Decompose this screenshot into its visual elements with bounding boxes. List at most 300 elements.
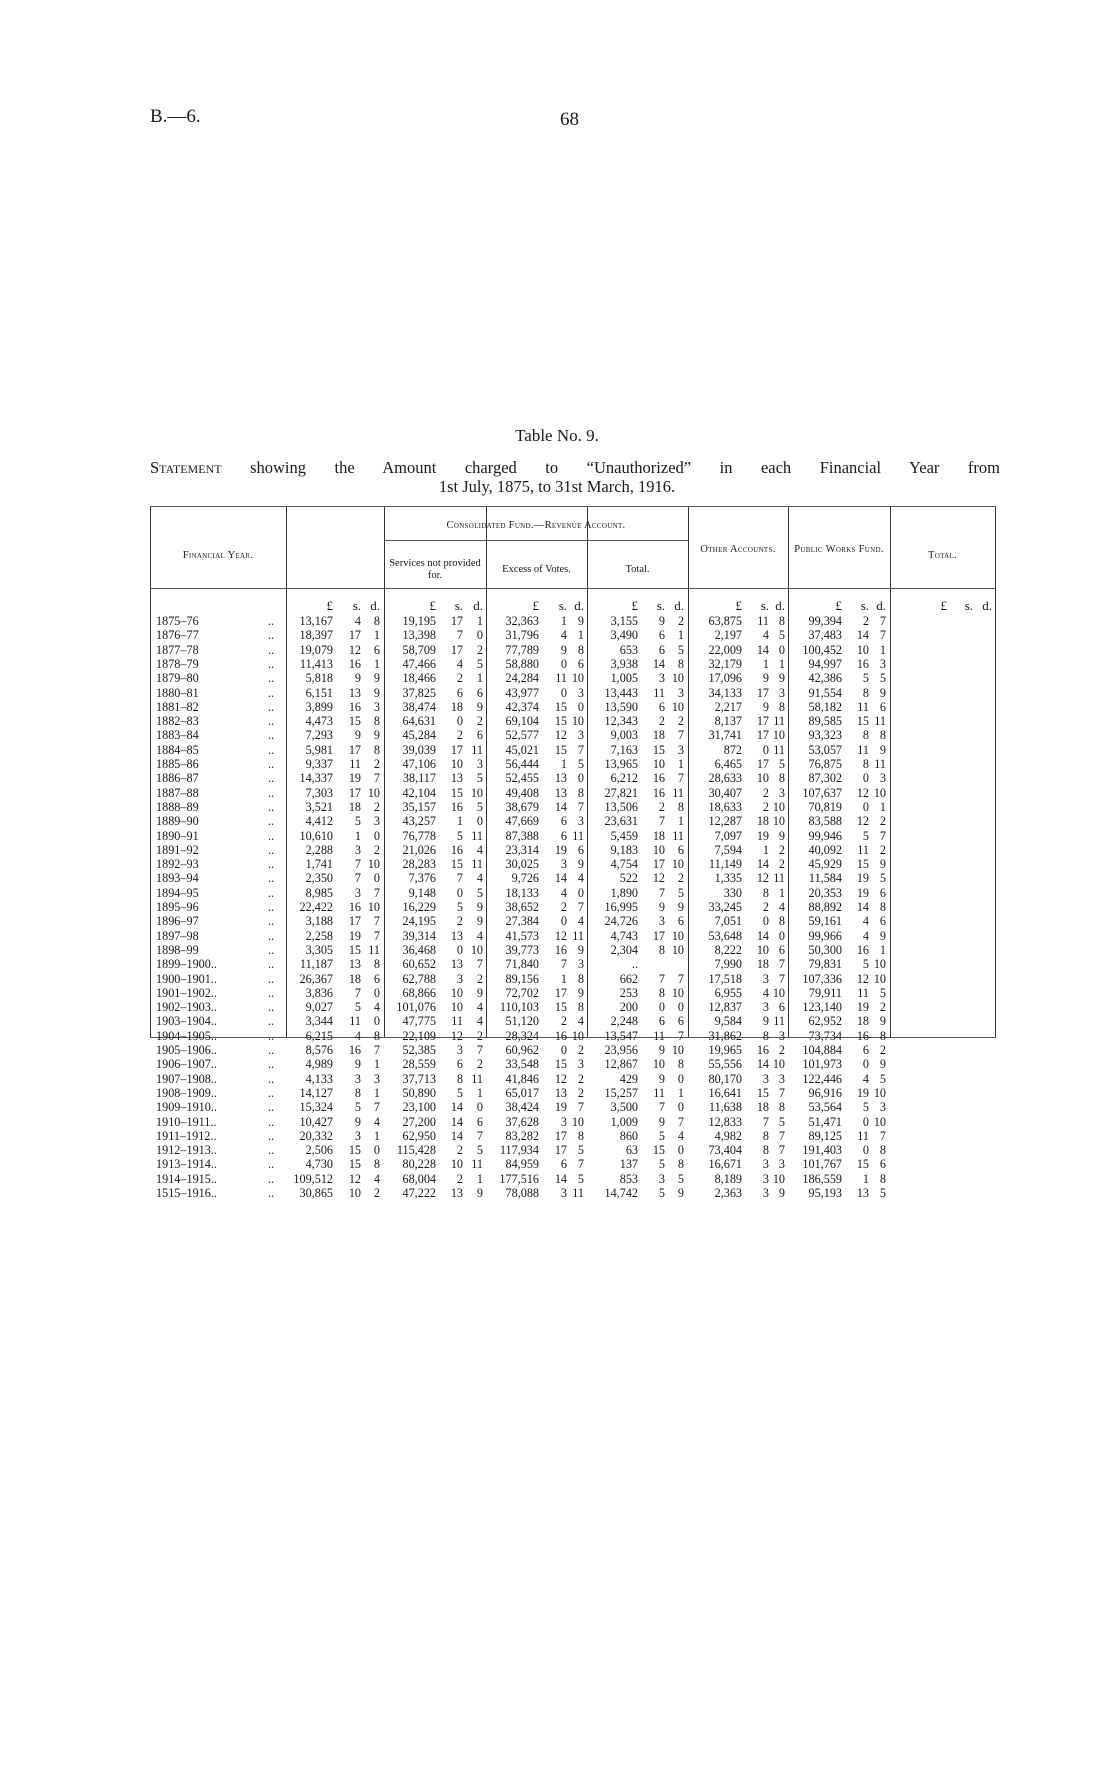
cell-pence: 4 bbox=[577, 914, 584, 929]
cell-pence: 1 bbox=[677, 757, 684, 771]
cell-pence: 11 bbox=[572, 928, 584, 943]
cell-shillings: 16 bbox=[450, 842, 463, 857]
cell-pence: 0 bbox=[476, 1100, 483, 1115]
cell-shillings: 15 bbox=[554, 742, 567, 757]
cell-pence: 2 bbox=[677, 871, 684, 886]
cell-pence: 9 bbox=[476, 699, 483, 714]
cell-pounds: 17,518 bbox=[708, 971, 742, 986]
unauthorized-statement-table bbox=[150, 506, 996, 1200]
cell-shillings: 14 bbox=[856, 900, 869, 914]
cell-pounds: 89,156 bbox=[505, 971, 539, 986]
cell-leader-dots: .. bbox=[268, 1100, 275, 1115]
cell-financial-year: 1880–81 bbox=[156, 685, 199, 700]
cell-pounds: 13,167 bbox=[299, 614, 333, 628]
cell-leader-dots: .. bbox=[268, 971, 275, 986]
cell-shillings: 4 bbox=[354, 1028, 361, 1043]
cell-pounds: 33,548 bbox=[505, 1057, 539, 1072]
cell-pounds: 4,730 bbox=[305, 1157, 333, 1172]
cell-pence: 8 bbox=[677, 1057, 684, 1072]
cell-pence: 3 bbox=[677, 742, 684, 757]
cell-pounds: 3,521 bbox=[305, 799, 333, 814]
cell-shillings: 14 bbox=[450, 1128, 463, 1143]
cell-shillings: 17 bbox=[450, 742, 463, 757]
cell-pounds: 186,559 bbox=[802, 1171, 842, 1186]
cell-pounds: 17,096 bbox=[708, 671, 742, 686]
cell-shillings: 12 bbox=[554, 1071, 567, 1086]
cell-shillings: 5 bbox=[354, 1100, 361, 1115]
header-public-works-fund: Public Works Fund. bbox=[794, 544, 884, 555]
cell-leader-dots: .. bbox=[268, 1057, 275, 1072]
cell-financial-year: 1884–85 bbox=[156, 742, 199, 757]
cell-financial-year: 1902–1903.. bbox=[156, 1000, 217, 1015]
cell-pence: 11 bbox=[572, 1186, 584, 1200]
cell-financial-year: 1912–1913.. bbox=[156, 1143, 217, 1158]
header-other-accounts: Other Accounts. bbox=[700, 544, 776, 555]
cell-pence: 8 bbox=[373, 614, 380, 628]
cell-pounds: 6,215 bbox=[305, 1028, 333, 1043]
cell-shillings: 1 bbox=[560, 614, 567, 628]
cell-pounds: 38,474 bbox=[402, 699, 436, 714]
cell-pounds: 93,323 bbox=[808, 728, 842, 743]
cell-pounds: 30,025 bbox=[505, 857, 539, 872]
cell-pounds: 7,990 bbox=[714, 957, 742, 972]
header-financial-year: Financial Year. bbox=[182, 550, 254, 561]
cell-pounds: 15,324 bbox=[299, 1100, 333, 1115]
cell-pounds: 7,594 bbox=[714, 842, 742, 857]
cell-leader-dots: .. bbox=[268, 656, 275, 671]
cell-financial-year: 1914–1915.. bbox=[156, 1171, 217, 1186]
cell-pence: 8 bbox=[677, 656, 684, 671]
cell-shillings: 10 bbox=[856, 642, 869, 657]
cell-pounds: 117,934 bbox=[499, 1143, 539, 1158]
cell-shillings: 10 bbox=[348, 1186, 361, 1200]
table-subtitle bbox=[150, 458, 1000, 478]
cell-shillings: 8 bbox=[456, 1071, 463, 1086]
cell-shillings: 12 bbox=[348, 1171, 361, 1186]
cell-pounds: 31,741 bbox=[708, 728, 742, 743]
cell-pounds: 20,332 bbox=[299, 1128, 333, 1143]
cell-pounds: 45,284 bbox=[402, 728, 436, 743]
cell-pence: 10 bbox=[470, 785, 483, 800]
cell-pence: 8 bbox=[577, 1000, 584, 1015]
cell-shillings: 2 bbox=[456, 1171, 463, 1186]
table-row bbox=[150, 643, 996, 658]
cell-shillings: 9 bbox=[354, 671, 361, 686]
cell-pence: 5 bbox=[577, 1171, 584, 1186]
cell-pence: 2 bbox=[778, 1043, 785, 1057]
cell-pounds: 38,117 bbox=[402, 771, 436, 786]
cell-shillings: 18 bbox=[348, 799, 361, 814]
cell-pence: 1 bbox=[879, 642, 886, 657]
cell-pounds: 2,258 bbox=[305, 928, 333, 943]
table-row bbox=[150, 686, 996, 701]
page-reference: B.—6. bbox=[150, 106, 201, 127]
cell-shillings: 14 bbox=[856, 628, 869, 643]
unit-label: £ bbox=[532, 598, 539, 613]
cell-leader-dots: .. bbox=[268, 1071, 275, 1086]
cell-pounds: 18,466 bbox=[402, 671, 436, 686]
cell-pounds: 99,394 bbox=[808, 614, 842, 628]
cell-pounds: 860 bbox=[619, 1128, 638, 1143]
cell-pence: 6 bbox=[778, 942, 785, 957]
cell-pounds: 73,404 bbox=[708, 1143, 742, 1158]
cell-financial-year: 1879–80 bbox=[156, 671, 199, 686]
cell-shillings: 14 bbox=[756, 928, 769, 943]
cell-leader-dots: .. bbox=[268, 628, 275, 643]
cell-pence: 11 bbox=[471, 1157, 483, 1172]
cell-pounds: 3,155 bbox=[610, 614, 638, 628]
table-row bbox=[150, 914, 996, 929]
cell-leader-dots: .. bbox=[268, 957, 275, 972]
cell-shillings: 5 bbox=[658, 1157, 665, 1172]
cell-shillings: 4 bbox=[862, 1071, 869, 1086]
cell-pence: 9 bbox=[879, 1057, 886, 1072]
cell-pounds: 58,709 bbox=[402, 642, 436, 657]
cell-shillings: 15 bbox=[554, 1000, 567, 1015]
cell-pounds: 45,929 bbox=[808, 857, 842, 872]
cell-pounds: 28,283 bbox=[402, 857, 436, 872]
cell-shillings: 3 bbox=[560, 1114, 567, 1129]
table-row bbox=[150, 886, 996, 901]
cell-pence: 3 bbox=[778, 1071, 785, 1086]
cell-pence: 9 bbox=[476, 1186, 483, 1200]
cell-shillings: 10 bbox=[450, 757, 463, 771]
table-row bbox=[150, 1057, 996, 1072]
cell-pounds: 65,017 bbox=[505, 1085, 539, 1100]
cell-pence: 1 bbox=[476, 1085, 483, 1100]
cell-pence: 9 bbox=[879, 928, 886, 943]
cell-pounds: 77,789 bbox=[505, 642, 539, 657]
cell-pounds: 24,726 bbox=[604, 914, 638, 929]
cell-pounds: 32,363 bbox=[505, 614, 539, 628]
cell-pence: 6 bbox=[879, 699, 886, 714]
cell-shillings: 6 bbox=[560, 1157, 567, 1172]
cell-pence: 2 bbox=[577, 1085, 584, 1100]
cell-shillings: 19 bbox=[856, 1000, 869, 1015]
table-row bbox=[150, 1157, 996, 1172]
cell-leader-dots: .. bbox=[268, 928, 275, 943]
cell-pence: 5 bbox=[476, 656, 483, 671]
cell-pence: 11 bbox=[368, 942, 380, 957]
cell-financial-year: 1910–1911.. bbox=[156, 1114, 217, 1129]
cell-pounds: 47,466 bbox=[402, 656, 436, 671]
cell-shillings: 17 bbox=[348, 628, 361, 643]
cell-shillings: 6 bbox=[560, 828, 567, 843]
cell-pence: 2 bbox=[476, 1057, 483, 1072]
cell-pounds: 39,314 bbox=[402, 928, 436, 943]
cell-pence: 1 bbox=[476, 671, 483, 686]
cell-pounds: 28,559 bbox=[402, 1057, 436, 1072]
cell-pounds: 11,187 bbox=[299, 957, 333, 972]
cell-pence: 8 bbox=[879, 1143, 886, 1158]
cell-pence: 3 bbox=[373, 1071, 380, 1086]
cell-shillings: 7 bbox=[456, 871, 463, 886]
cell-pounds: 2,197 bbox=[714, 628, 742, 643]
cell-pounds: 80,170 bbox=[708, 1071, 742, 1086]
cell-pounds: 79,911 bbox=[808, 985, 842, 1000]
cell-pounds: 99,946 bbox=[808, 828, 842, 843]
cell-pounds: 13,590 bbox=[604, 699, 638, 714]
cell-pence: 7 bbox=[677, 1028, 684, 1043]
cell-shillings: 7 bbox=[560, 957, 567, 972]
cell-shillings: 10 bbox=[652, 757, 665, 771]
cell-shillings: 5 bbox=[862, 828, 869, 843]
page-number: 68 bbox=[560, 109, 579, 130]
cell-pence: 5 bbox=[778, 757, 785, 771]
table-row bbox=[150, 829, 996, 844]
cell-pence: 6 bbox=[373, 971, 380, 986]
unit-label: s. bbox=[352, 598, 361, 613]
cell-pence: 11 bbox=[672, 828, 684, 843]
cell-pounds: 99,966 bbox=[808, 928, 842, 943]
cell-shillings: 13 bbox=[554, 1085, 567, 1100]
cell-shillings: 14 bbox=[554, 799, 567, 814]
cell-pence: 9 bbox=[778, 1186, 785, 1200]
cell-shillings: 9 bbox=[658, 614, 665, 628]
cell-pence: 7 bbox=[879, 628, 886, 643]
cell-pounds: 19,079 bbox=[299, 642, 333, 657]
cell-pence: 8 bbox=[879, 1171, 886, 1186]
cell-pounds: 45,021 bbox=[505, 742, 539, 757]
unit-label: d. bbox=[370, 598, 380, 613]
cell-financial-year: 1897–98 bbox=[156, 928, 199, 943]
cell-pounds: 53,648 bbox=[708, 928, 742, 943]
cell-pence: 10 bbox=[772, 799, 785, 814]
cell-shillings: 15 bbox=[348, 714, 361, 729]
unit-label: £ bbox=[735, 598, 742, 613]
cell-shillings: 2 bbox=[456, 671, 463, 686]
table-row bbox=[150, 871, 996, 886]
cell-pounds: 68,866 bbox=[402, 985, 436, 1000]
unit-label: £ bbox=[631, 598, 638, 613]
table-row bbox=[150, 900, 996, 915]
cell-pence: 5 bbox=[476, 799, 483, 814]
cell-pounds: 60,962 bbox=[505, 1043, 539, 1057]
cell-shillings: 11 bbox=[757, 614, 769, 628]
cell-pounds: 55,556 bbox=[708, 1057, 742, 1072]
cell-pence: 5 bbox=[778, 628, 785, 643]
cell-shillings: 19 bbox=[554, 842, 567, 857]
cell-leader-dots: .. bbox=[268, 1157, 275, 1172]
cell-pence: 8 bbox=[778, 1100, 785, 1115]
cell-pounds: 13,443 bbox=[604, 685, 638, 700]
cell-leader-dots: .. bbox=[268, 871, 275, 886]
cell-pence: 7 bbox=[577, 900, 584, 914]
cell-shillings: 3 bbox=[658, 1171, 665, 1186]
cell-shillings: 4 bbox=[456, 656, 463, 671]
cell-shillings: 7 bbox=[354, 871, 361, 886]
cell-pence: 3 bbox=[577, 957, 584, 972]
cell-pence: 9 bbox=[373, 685, 380, 700]
subtitle-text: showing the Amount charged to “Unauthorized” in each Financial Year from bbox=[221, 458, 1000, 477]
cell-pence: 0 bbox=[577, 771, 584, 786]
cell-pence: 10 bbox=[873, 957, 886, 972]
cell-shillings: 1 bbox=[762, 656, 769, 671]
cell-pence: 10 bbox=[571, 714, 584, 729]
cell-financial-year: 1882–83 bbox=[156, 714, 199, 729]
cell-pence: 5 bbox=[476, 885, 483, 900]
cell-shillings: 0 bbox=[456, 942, 463, 957]
cell-pence: 5 bbox=[677, 642, 684, 657]
cell-shillings: 5 bbox=[354, 814, 361, 829]
cell-pence: 9 bbox=[373, 728, 380, 743]
cell-shillings: 2 bbox=[456, 728, 463, 743]
cell-pence: 6 bbox=[677, 842, 684, 857]
cell-pence: 8 bbox=[778, 771, 785, 786]
cell-pence: 2 bbox=[476, 1028, 483, 1043]
cell-pounds: 122,446 bbox=[802, 1071, 842, 1086]
cell-shillings: 7 bbox=[456, 628, 463, 643]
cell-pence: 1 bbox=[778, 656, 785, 671]
cell-pence: 1 bbox=[373, 1057, 380, 1072]
cell-pence: 2 bbox=[879, 1043, 886, 1057]
cell-pounds: 13,398 bbox=[402, 628, 436, 643]
cell-pounds: 26,367 bbox=[299, 971, 333, 986]
cell-pounds: 47,106 bbox=[402, 757, 436, 771]
unit-label: s. bbox=[964, 598, 973, 613]
cell-pounds: 3,836 bbox=[305, 985, 333, 1000]
cell-pence: 1 bbox=[476, 614, 483, 628]
cell-pounds: 18,397 bbox=[299, 628, 333, 643]
cell-shillings: 15 bbox=[554, 1057, 567, 1072]
cell-pounds: 137 bbox=[619, 1157, 638, 1172]
cell-pence: 3 bbox=[577, 814, 584, 829]
cell-shillings: 17 bbox=[450, 614, 463, 628]
cell-financial-year: 1906–1907.. bbox=[156, 1057, 217, 1072]
cell-pounds: 11,413 bbox=[299, 656, 333, 671]
cell-pounds: 2,288 bbox=[305, 842, 333, 857]
cell-shillings: 4 bbox=[354, 614, 361, 628]
cell-pence: 2 bbox=[373, 757, 380, 771]
table-row bbox=[150, 929, 996, 944]
cell-shillings: 19 bbox=[856, 885, 869, 900]
cell-pounds: 79,831 bbox=[808, 957, 842, 972]
table-row bbox=[150, 671, 996, 686]
cell-pounds: 27,384 bbox=[505, 914, 539, 929]
cell-pounds: 16,671 bbox=[708, 1157, 742, 1172]
header-total: Total. bbox=[928, 550, 957, 561]
cell-pence: 3 bbox=[476, 757, 483, 771]
cell-pounds: 24,284 bbox=[505, 671, 539, 686]
cell-shillings: 0 bbox=[762, 742, 769, 757]
cell-financial-year: 1875–76 bbox=[156, 614, 199, 628]
cell-pounds: 22,009 bbox=[708, 642, 742, 657]
unit-label: d. bbox=[674, 598, 684, 613]
cell-pence: 8 bbox=[677, 799, 684, 814]
cell-shillings: 16 bbox=[652, 785, 665, 800]
cell-pence: 10 bbox=[367, 900, 380, 914]
cell-pounds: 8,576 bbox=[305, 1043, 333, 1057]
cell-pence: 1 bbox=[373, 1085, 380, 1100]
cell-shillings: 15 bbox=[348, 1143, 361, 1158]
table-row bbox=[150, 957, 996, 972]
cell-leader-dots: .. bbox=[268, 728, 275, 743]
cell-pence: 2 bbox=[577, 1071, 584, 1086]
cell-pence: 8 bbox=[879, 900, 886, 914]
unit-label: s. bbox=[454, 598, 463, 613]
cell-pence: 3 bbox=[373, 699, 380, 714]
cell-pounds: 19,965 bbox=[708, 1043, 742, 1057]
cell-pence: 7 bbox=[677, 1114, 684, 1129]
cell-pounds: 8,137 bbox=[714, 714, 742, 729]
cell-pounds: 2,350 bbox=[305, 871, 333, 886]
cell-pounds: 115,428 bbox=[396, 1143, 436, 1158]
cell-pence: 7 bbox=[577, 1100, 584, 1115]
cell-pence: 10 bbox=[671, 699, 684, 714]
table-row bbox=[150, 1029, 996, 1044]
cell-pounds: 9,183 bbox=[610, 842, 638, 857]
cell-pounds: 5,459 bbox=[610, 828, 638, 843]
cell-shillings: 0 bbox=[862, 1114, 869, 1129]
cell-pounds: 872 bbox=[723, 742, 742, 757]
cell-pence: 11 bbox=[672, 785, 684, 800]
unit-label: s. bbox=[760, 598, 769, 613]
cell-pence: 10 bbox=[671, 985, 684, 1000]
cell-pounds: 7,303 bbox=[305, 785, 333, 800]
cell-pounds: 15,257 bbox=[604, 1085, 638, 1100]
cell-leader-dots: .. bbox=[268, 1171, 275, 1186]
cell-pence: 10 bbox=[671, 671, 684, 686]
cell-pounds: 94,997 bbox=[808, 656, 842, 671]
cell-pence: 11 bbox=[572, 828, 584, 843]
cell-pence: 9 bbox=[879, 685, 886, 700]
cell-pence: 9 bbox=[879, 742, 886, 757]
cell-pence: 8 bbox=[879, 728, 886, 743]
cell-pence: 6 bbox=[476, 728, 483, 743]
cell-pounds: 3,899 bbox=[305, 699, 333, 714]
cell-pence: 10 bbox=[367, 785, 380, 800]
cell-pounds: 58,182 bbox=[808, 699, 842, 714]
cell-pence: 8 bbox=[373, 1157, 380, 1172]
cell-shillings: 2 bbox=[862, 614, 869, 628]
cell-pence: 10 bbox=[571, 671, 584, 686]
cell-pounds: 30,865 bbox=[299, 1186, 333, 1200]
cell-pence: 10 bbox=[671, 942, 684, 957]
unit-label: d. bbox=[982, 598, 992, 613]
cell-pounds: 47,222 bbox=[402, 1186, 436, 1200]
cell-pence: 3 bbox=[778, 685, 785, 700]
cell-pounds: 429 bbox=[619, 1071, 638, 1086]
cell-pounds: 9,148 bbox=[408, 885, 436, 900]
table-row bbox=[150, 857, 996, 872]
cell-pounds: 6,955 bbox=[714, 985, 742, 1000]
cell-pence: 9 bbox=[778, 828, 785, 843]
table-row bbox=[150, 1172, 996, 1187]
table-row bbox=[150, 700, 996, 715]
unit-label: £ bbox=[835, 598, 842, 613]
cell-financial-year: 1885–86 bbox=[156, 757, 199, 771]
unit-label: d. bbox=[473, 598, 483, 613]
cell-pence: 9 bbox=[778, 671, 785, 686]
cell-pence: 5 bbox=[577, 1143, 584, 1158]
cell-leader-dots: .. bbox=[268, 1186, 275, 1200]
cell-shillings: 15 bbox=[856, 714, 869, 729]
cell-pounds: 56,444 bbox=[505, 757, 539, 771]
cell-shillings: 0 bbox=[658, 1000, 665, 1015]
cell-shillings: 10 bbox=[652, 1057, 665, 1072]
cell-pounds: 20,353 bbox=[808, 885, 842, 900]
cell-leader-dots: .. bbox=[268, 900, 275, 914]
table-row bbox=[150, 1100, 996, 1115]
cell-pence: 2 bbox=[577, 1043, 584, 1057]
cell-shillings: 3 bbox=[762, 1171, 769, 1186]
unit-label: s. bbox=[656, 598, 665, 613]
cell-pounds: 22,109 bbox=[402, 1028, 436, 1043]
cell-pounds: 10,427 bbox=[299, 1114, 333, 1129]
cell-pence: 2 bbox=[778, 842, 785, 857]
cell-financial-year: 1892–93 bbox=[156, 857, 199, 872]
cell-pence: 6 bbox=[476, 1114, 483, 1129]
